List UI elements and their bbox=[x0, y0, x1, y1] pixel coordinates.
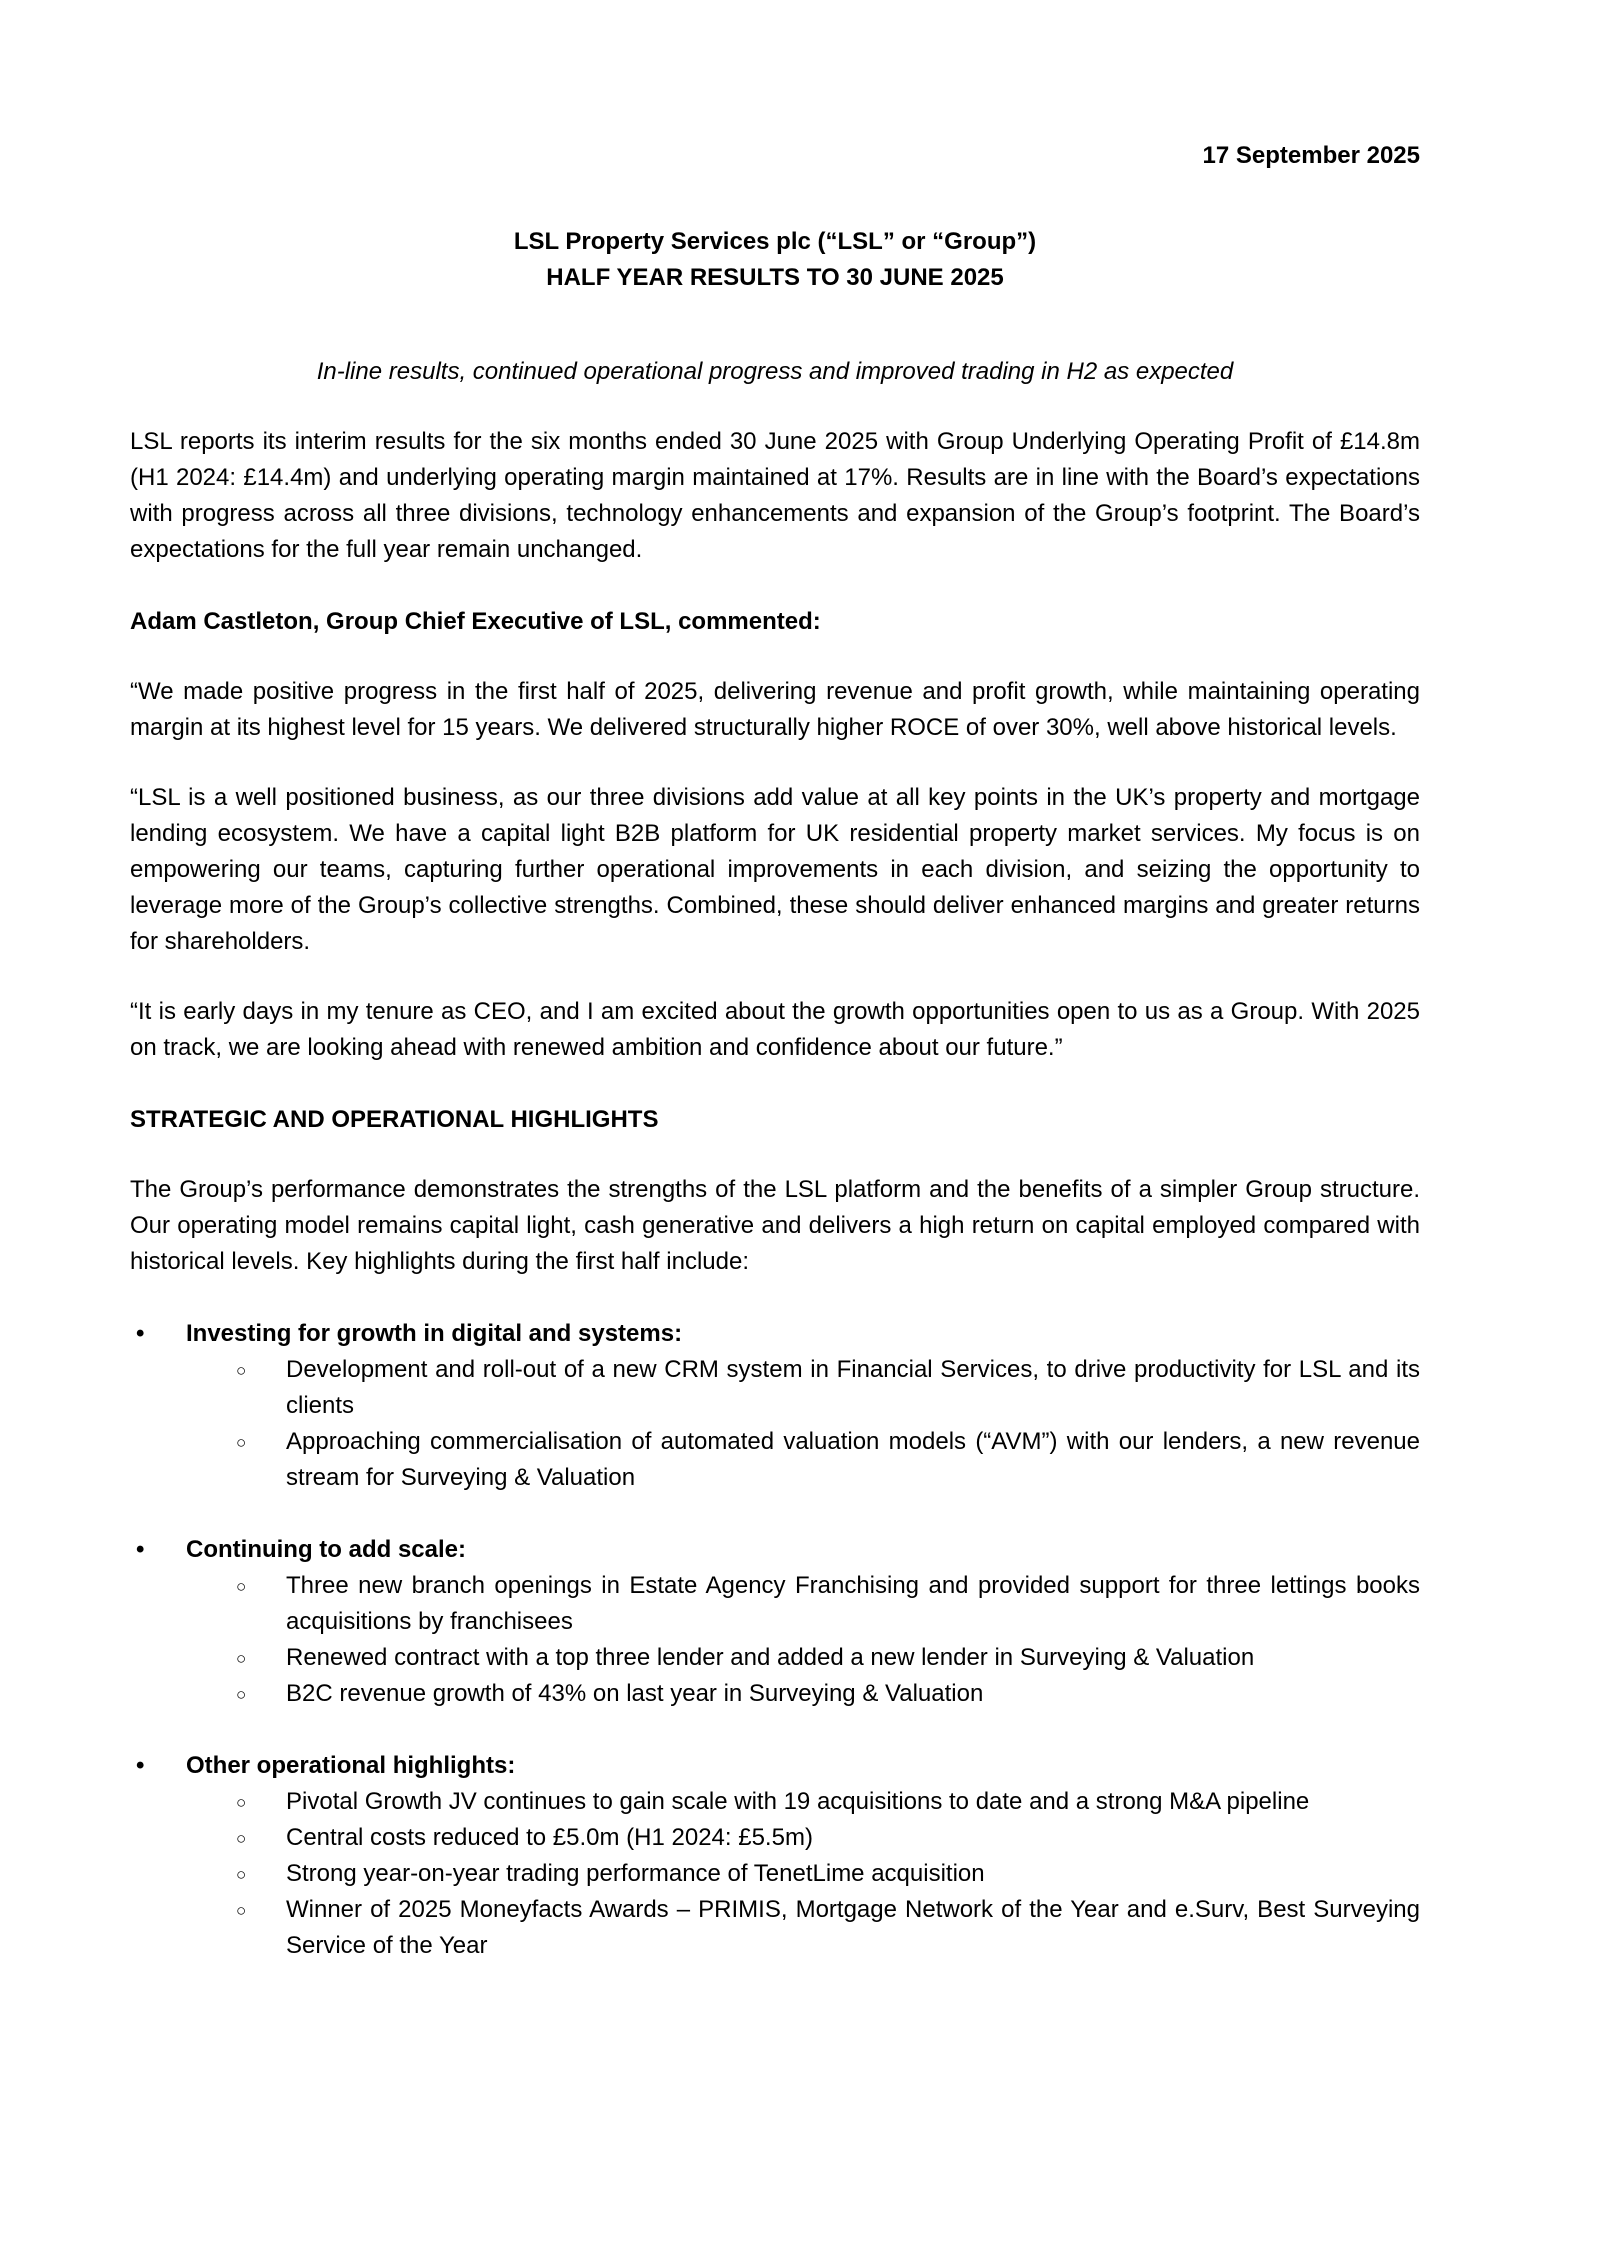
highlight-group-label-text: Other operational highlights: bbox=[186, 1752, 516, 1779]
highlight-sub-item bbox=[130, 1856, 1420, 1892]
bullet-icon: • bbox=[136, 1536, 145, 1563]
circle-bullet-icon: ○ bbox=[236, 1829, 247, 1848]
circle-bullet-icon: ○ bbox=[236, 1865, 247, 1884]
circle-bullet-icon: ○ bbox=[236, 1433, 247, 1452]
ceo-quote-paragraph-1: “We made positive progress in the first half of 2025, delivering revenue and profit growth, while maintaining operating margin at its highest level for 15 years. We delivered structurally higher ROCE of over 30%, well above historical levels. bbox=[130, 678, 1420, 741]
circle-bullet-icon: ○ bbox=[236, 1901, 247, 1920]
highlight-group-label-text: Investing for growth in digital and systems: bbox=[186, 1320, 683, 1347]
document-title-line-2: HALF YEAR RESULTS TO 30 JUNE 2025 bbox=[546, 264, 1004, 291]
circle-bullet-icon: ○ bbox=[236, 1577, 247, 1596]
highlight-group-label bbox=[130, 1316, 1420, 1352]
highlight-sub-item bbox=[130, 1892, 1420, 1964]
circle-bullet-icon: ○ bbox=[236, 1361, 247, 1380]
highlight-sub-item bbox=[130, 1820, 1420, 1856]
circle-bullet-icon: ○ bbox=[236, 1649, 247, 1668]
highlight-sub-item bbox=[130, 1352, 1420, 1424]
highlight-group-digital bbox=[130, 1316, 1420, 1496]
bullet-icon: • bbox=[136, 1320, 145, 1347]
highlight-sub-item-text: Renewed contract with a top three lender and added a new lender in Surveying & Valuation bbox=[286, 1644, 1255, 1671]
highlight-sub-item bbox=[130, 1676, 1420, 1712]
section-heading: STRATEGIC AND OPERATIONAL HIGHLIGHTS bbox=[130, 1106, 659, 1133]
circle-bullet-icon: ○ bbox=[236, 1793, 247, 1812]
ceo-comment-heading: Adam Castleton, Group Chief Executive of LSL, commented: bbox=[130, 608, 821, 635]
ceo-quote-paragraph-2: “LSL is a well positioned business, as our three divisions add value at all key points in the UK’s property and mortgage lending ecosystem. We have a capital light B2B platform for UK residential property market services. My focus is on empowering our teams, capturing further operational improvements in each division, and seizing the opportunity to leverage more of the Group’s collective strengths. Combined, these should deliver enhanced margins and greater returns for shareholders. bbox=[130, 784, 1420, 955]
ceo-quote-paragraph-3: “It is early days in my tenure as CEO, and I am excited about the growth opportunities open to us as a Group. With 2025 on track, we are looking ahead with renewed ambition and confidence about our future.” bbox=[130, 998, 1420, 1061]
circle-bullet-icon: ○ bbox=[236, 1685, 247, 1704]
highlight-sub-item-text: Approaching commercialisation of automated valuation models (“AVM”) with our lenders, a new revenue stream for Surveying & Valuation bbox=[286, 1428, 1420, 1491]
document-subtitle: In-line results, continued operational progress and improved trading in H2 as expected bbox=[316, 358, 1234, 385]
bullet-icon: • bbox=[136, 1752, 145, 1779]
highlight-group-label bbox=[130, 1532, 1420, 1568]
highlight-sub-item bbox=[130, 1784, 1420, 1820]
highlight-sub-item-text: Central costs reduced to £5.0m (H1 2024: £5.5m) bbox=[286, 1824, 813, 1851]
intro-paragraph: LSL reports its interim results for the six months ended 30 June 2025 with Group Underlying Operating Profit of £14.8m (H1 2024: £14.4m) and underlying operating margin maintained at 17%. Results are in line with the Board’s expectations with progress across all three divisions, technology enhancements and expansion of the Group’s footprint. The Board’s expectations for the full year remain unchanged. bbox=[130, 428, 1420, 563]
highlight-sub-item-text: Three new branch openings in Estate Agency Franchising and provided support for three lettings books acquisitions by franchisees bbox=[286, 1572, 1420, 1635]
document-content bbox=[130, 138, 1420, 1964]
highlight-sub-item bbox=[130, 1568, 1420, 1640]
highlight-sub-item-text: B2C revenue growth of 43% on last year in Surveying & Valuation bbox=[286, 1680, 984, 1707]
highlight-group-label-text: Continuing to add scale: bbox=[186, 1536, 466, 1563]
document-date: 17 September 2025 bbox=[1202, 142, 1420, 169]
highlight-sub-item-text: Winner of 2025 Moneyfacts Awards – PRIMIS, Mortgage Network of the Year and e.Surv, Best Surveying Service of the Year bbox=[286, 1896, 1420, 1959]
highlight-sub-item bbox=[130, 1640, 1420, 1676]
highlight-sub-item-text: Development and roll-out of a new CRM system in Financial Services, to drive productivity for LSL and its clients bbox=[286, 1356, 1420, 1419]
highlight-group-other bbox=[130, 1748, 1420, 1964]
highlight-sub-item-text: Strong year-on-year trading performance of TenetLime acquisition bbox=[286, 1860, 985, 1887]
document-title-line-1: LSL Property Services plc (“LSL” or “Group”) bbox=[513, 228, 1037, 255]
section-intro-paragraph: The Group’s performance demonstrates the strengths of the LSL platform and the benefits of a simpler Group structure. Our operating model remains capital light, cash generative and delivers a high return on capital employed compared with historical levels. Key highlights during the first half include: bbox=[130, 1176, 1420, 1275]
highlight-sub-item-text: Pivotal Growth JV continues to gain scale with 19 acquisitions to date and a strong M&A pipeline bbox=[286, 1788, 1310, 1815]
highlight-group-label bbox=[130, 1748, 1420, 1784]
highlight-sub-item bbox=[130, 1424, 1420, 1496]
highlight-group-scale bbox=[130, 1532, 1420, 1712]
